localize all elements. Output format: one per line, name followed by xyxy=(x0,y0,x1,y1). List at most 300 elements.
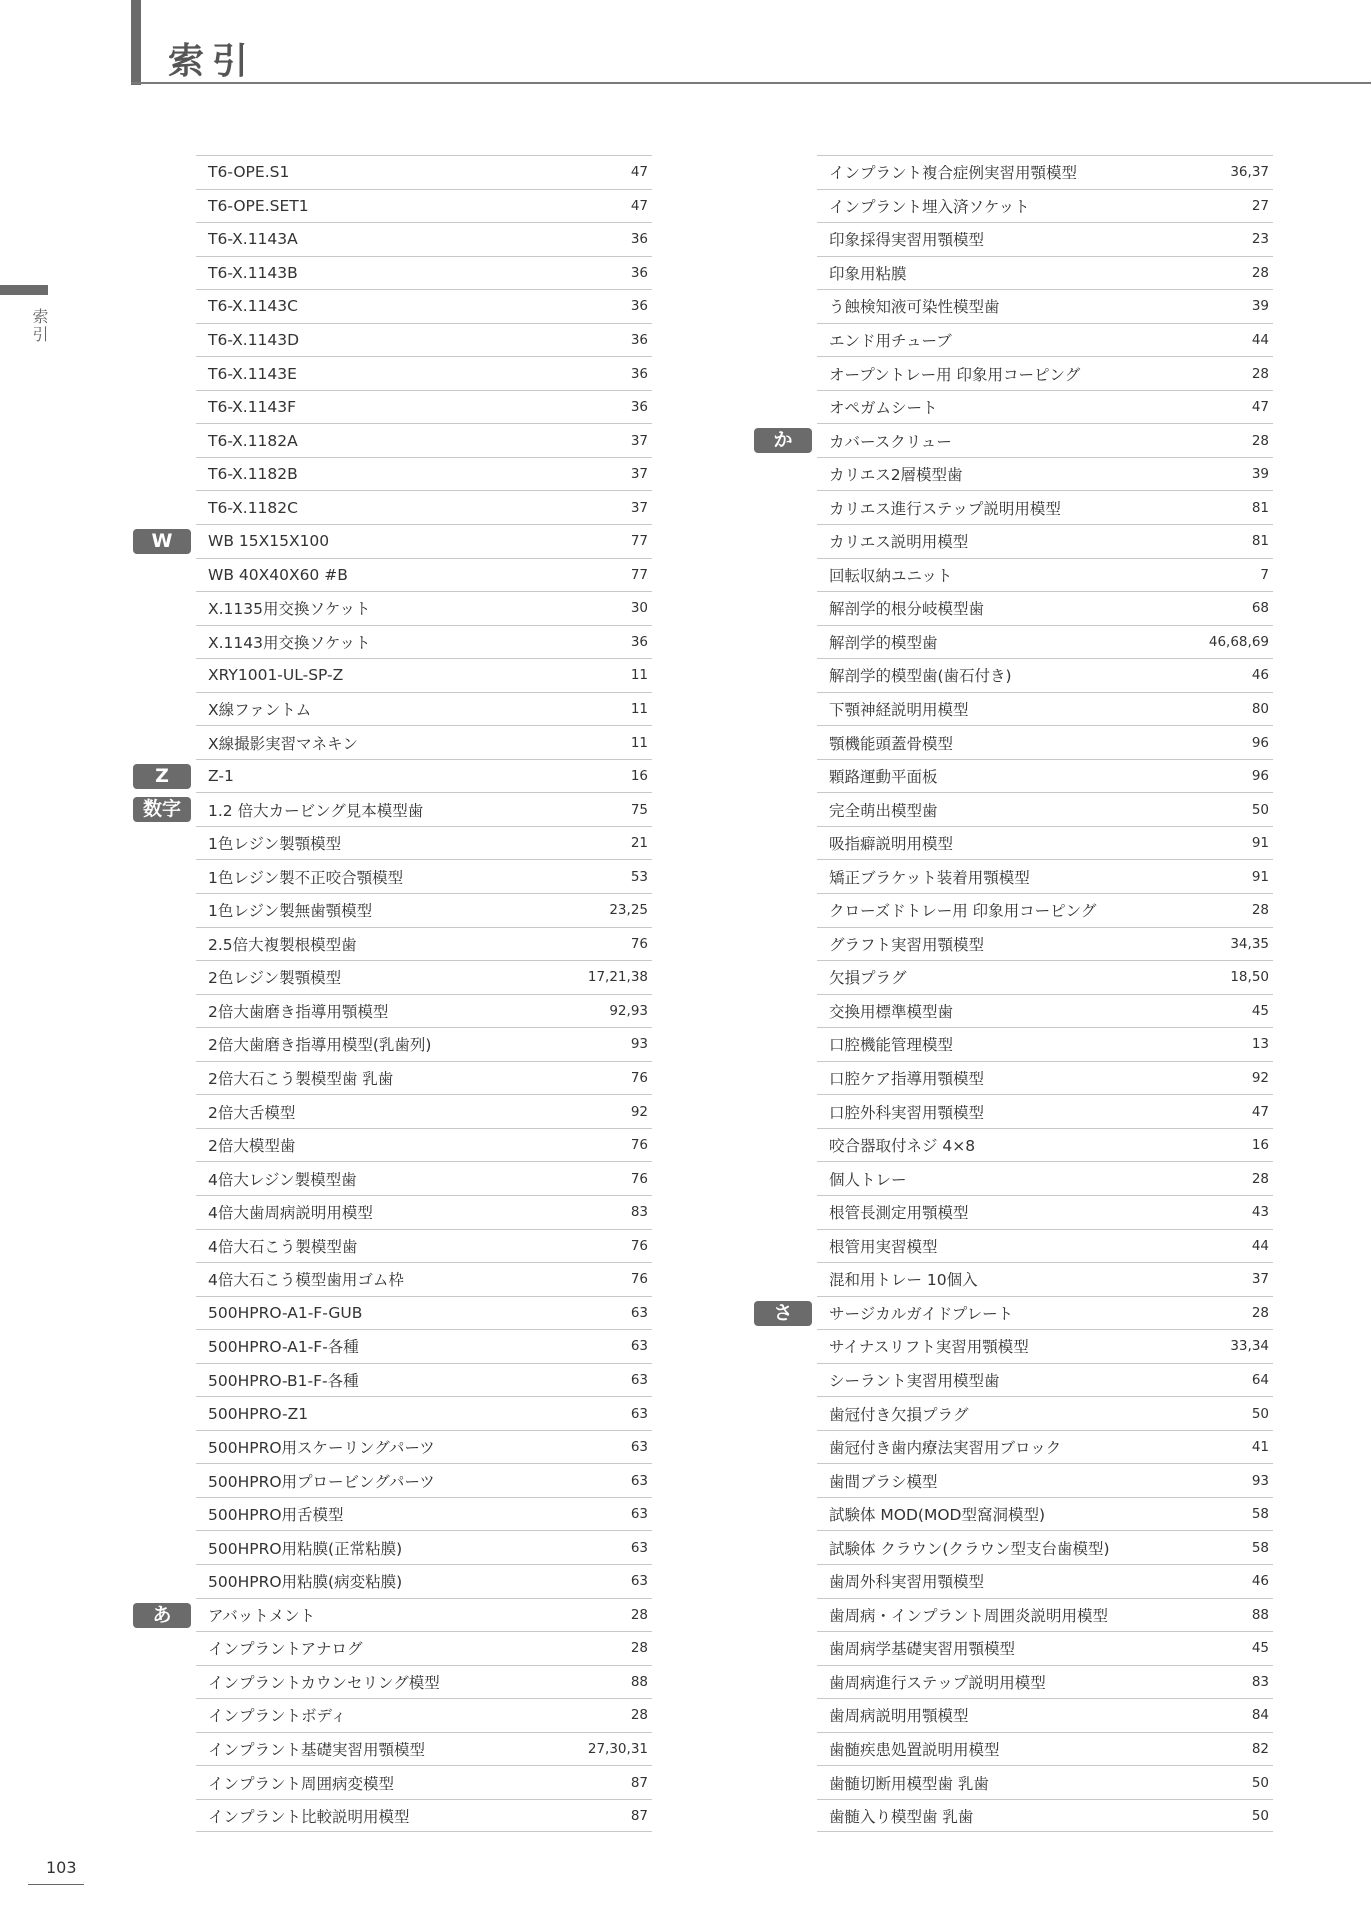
index-entry-page: 82 xyxy=(1251,1740,1269,1757)
index-entry-page: 23 xyxy=(1251,231,1269,248)
index-entry-name: インプラント比較説明用模型 xyxy=(208,1807,410,1826)
index-entry-page: 34,35 xyxy=(1230,935,1269,952)
index-entry-page: 92 xyxy=(1251,1070,1269,1087)
index-row xyxy=(817,725,1273,759)
index-entry-name: 500HPRO-A1-F-各種 xyxy=(208,1338,359,1357)
index-entry-page: 93 xyxy=(1251,1472,1269,1489)
index-entry-page: 75 xyxy=(630,801,648,818)
index-row xyxy=(196,323,652,357)
page-number: 103 xyxy=(46,1858,77,1877)
index-entry-name: Z-1 xyxy=(208,767,234,786)
index-entry-name: 口腔外科実習用顎模型 xyxy=(829,1103,985,1122)
index-entry-page: 77 xyxy=(630,566,648,583)
index-entry-name: 2色レジン製顎模型 xyxy=(208,969,342,988)
index-row xyxy=(196,289,652,323)
section-badge: W xyxy=(133,529,191,554)
index-entry-name: オープントレー用 印象用コーピング xyxy=(829,365,1081,384)
index-entry-name: X線撮影実習マネキン xyxy=(208,734,358,753)
index-entry-page: 91 xyxy=(1251,835,1269,852)
index-entry-page: 18,50 xyxy=(1230,969,1269,986)
index-entry-page: 41 xyxy=(1251,1439,1269,1456)
index-entry-page: 96 xyxy=(1251,734,1269,751)
index-row xyxy=(817,155,1273,189)
index-entry-name: 歯周外科実習用顎模型 xyxy=(829,1573,985,1592)
index-entry-name: 解剖学的模型歯(歯石付き) xyxy=(829,667,1012,686)
index-entry-name: 4倍大石こう製模型歯 xyxy=(208,1237,358,1256)
index-row xyxy=(817,1598,1273,1632)
index-entry-page: 36 xyxy=(630,399,648,416)
index-entry-name: T6-X.1182A xyxy=(208,431,298,450)
index-entry-name: 口腔機能管理模型 xyxy=(829,1036,954,1055)
index-entry-name: T6-X.1143F xyxy=(208,398,297,417)
index-entry-page: 17,21,38 xyxy=(587,969,648,986)
index-entry-page: 28 xyxy=(630,1640,648,1657)
index-entry-name: グラフト実習用顎模型 xyxy=(829,935,985,954)
index-entry-name: インプラント基礎実習用顎模型 xyxy=(208,1740,426,1759)
index-entry-page: 28 xyxy=(1251,365,1269,382)
index-entry-name: 500HPRO-B1-F-各種 xyxy=(208,1371,359,1390)
index-entry-page: 28 xyxy=(630,1707,648,1724)
index-entry-name: 1色レジン製顎模型 xyxy=(208,835,342,854)
index-entry-page: 47 xyxy=(630,164,648,181)
section-badge: あ xyxy=(133,1603,191,1628)
index-row xyxy=(196,692,652,726)
index-entry-name: 解剖学的模型歯 xyxy=(829,633,938,652)
index-row xyxy=(817,1564,1273,1598)
index-entry-page: 92,93 xyxy=(609,1002,648,1019)
index-entry-name: 試験体 クラウン(クラウン型支台歯模型) xyxy=(829,1539,1110,1558)
index-row xyxy=(817,1631,1273,1665)
index-entry-page: 80 xyxy=(1251,701,1269,718)
index-row xyxy=(196,1430,652,1464)
page-title: 索引 xyxy=(168,41,257,82)
index-entry-name: 500HPRO用粘膜(正常粘膜) xyxy=(208,1539,403,1558)
index-entry-name: T6-X.1143A xyxy=(208,230,298,249)
index-entry-page: 21 xyxy=(630,835,648,852)
index-row xyxy=(817,490,1273,524)
index-row xyxy=(817,859,1273,893)
index-entry-page: 44 xyxy=(1251,332,1269,348)
index-column-left xyxy=(142,155,652,1832)
index-row xyxy=(817,1094,1273,1128)
index-entry-page: 76 xyxy=(630,1070,648,1087)
index-entry-page: 44 xyxy=(1251,1237,1269,1254)
index-entry-name: インプラントボディ xyxy=(208,1707,347,1726)
index-entry-page: 16 xyxy=(630,768,648,785)
index-entry-page: 28 xyxy=(1251,1170,1269,1187)
index-row xyxy=(196,1262,652,1296)
index-entry-name: 4倍大歯周病説明用模型 xyxy=(208,1204,373,1223)
side-tab-label: 索引 xyxy=(30,308,49,344)
index-entry-name: T6-X.1143B xyxy=(208,263,298,282)
index-row xyxy=(196,1027,652,1061)
index-row xyxy=(196,1061,652,1095)
index-row xyxy=(196,1765,652,1799)
index-entry-name: 4倍大石こう模型歯用ゴム枠 xyxy=(208,1271,404,1290)
index-entry-page: 63 xyxy=(630,1506,648,1523)
index-row xyxy=(817,1128,1273,1162)
index-row xyxy=(817,1061,1273,1095)
index-entry-name: 根管長測定用顎模型 xyxy=(829,1204,969,1223)
index-entry-page: 36 xyxy=(630,298,648,315)
index-entry-page: 50 xyxy=(1251,801,1269,818)
index-row xyxy=(817,1329,1273,1363)
index-entry-page: 46,68,69 xyxy=(1208,633,1269,650)
index-entry-name: 1色レジン製不正咬合顎模型 xyxy=(208,868,404,887)
index-entry-page: 23,25 xyxy=(609,902,648,919)
index-entry-page: 27,30,31 xyxy=(587,1740,648,1757)
index-row xyxy=(196,155,652,189)
index-row xyxy=(196,1296,652,1330)
index-row xyxy=(151,524,652,558)
index-entry-page: 63 xyxy=(630,1573,648,1590)
index-entry-name: 混和用トレー 10個入 xyxy=(829,1271,978,1290)
index-row xyxy=(817,1732,1273,1766)
index-row xyxy=(196,927,652,961)
index-row xyxy=(817,1665,1273,1699)
index-entry-name: 1.2 倍大カービング見本模型歯 xyxy=(208,801,424,820)
index-entry-name: X.1135用交換ソケット xyxy=(208,600,371,619)
index-entry-name: 500HPRO用舌模型 xyxy=(208,1506,344,1525)
index-row xyxy=(817,1396,1273,1430)
index-row xyxy=(196,222,652,256)
index-entry-name: 顎機能頭蓋骨模型 xyxy=(829,734,954,753)
index-entry-page: 45 xyxy=(1251,1640,1269,1657)
section-badge: Z xyxy=(133,764,191,789)
index-entry-page: 7 xyxy=(1260,566,1269,583)
index-entry-page: 13 xyxy=(1251,1036,1269,1053)
index-row xyxy=(196,390,652,424)
index-entry-name: X.1143用交換ソケット xyxy=(208,633,371,652)
index-entry-name: シーラント実習用模型歯 xyxy=(829,1371,1000,1390)
index-row xyxy=(817,1262,1273,1296)
index-row xyxy=(817,826,1273,860)
index-row xyxy=(142,792,652,826)
index-entry-page: 46 xyxy=(1251,1573,1269,1590)
index-row xyxy=(817,356,1273,390)
index-entry-page: 27 xyxy=(1251,197,1269,214)
index-entry-name: T6-X.1143C xyxy=(208,297,298,316)
index-row xyxy=(817,1799,1273,1833)
index-entry-name: WB 15X15X100 xyxy=(208,532,330,551)
index-entry-page: 47 xyxy=(630,197,648,214)
index-row xyxy=(817,1497,1273,1531)
index-row xyxy=(817,1463,1273,1497)
index-entry-name: エンド用チューブ xyxy=(829,332,952,350)
index-entry-page: 37 xyxy=(630,466,648,483)
index-entry-name: 歯髄切断用模型歯 乳歯 xyxy=(829,1774,989,1793)
index-entry-name: 下顎神経説明用模型 xyxy=(829,701,969,720)
index-row xyxy=(773,423,1273,457)
page-number-rule xyxy=(28,1884,84,1885)
index-entry-name: 2倍大模型歯 xyxy=(208,1137,296,1156)
index-row xyxy=(817,390,1273,424)
index-entry-name: XRY1001-UL-SP-Z xyxy=(208,666,344,685)
index-row xyxy=(817,256,1273,290)
index-entry-name: 500HPRO用プロービングパーツ xyxy=(208,1472,435,1491)
index-entry-page: 88 xyxy=(630,1673,648,1690)
index-entry-name: 歯周病・インプラント周囲炎説明用模型 xyxy=(829,1606,1109,1625)
index-entry-name: X線ファントム xyxy=(208,701,312,720)
index-row xyxy=(817,759,1273,793)
index-entry-name: 2倍大舌模型 xyxy=(208,1103,296,1122)
index-row xyxy=(817,1698,1273,1732)
index-entry-page: 33,34 xyxy=(1230,1338,1269,1355)
index-entry-page: 28 xyxy=(630,1606,648,1623)
index-row xyxy=(196,1799,652,1833)
index-entry-page: 30 xyxy=(630,600,648,617)
index-entry-page: 76 xyxy=(630,1237,648,1254)
index-entry-page: 92 xyxy=(630,1103,648,1120)
index-entry-name: 500HPRO用粘膜(病変粘膜) xyxy=(208,1573,403,1592)
index-entry-page: 39 xyxy=(1251,466,1269,483)
index-row xyxy=(196,994,652,1028)
index-row xyxy=(196,1732,652,1766)
index-entry-name: オペガムシート xyxy=(829,399,938,418)
index-entry-name: インプラント複合症例実習用顎模型 xyxy=(829,164,1078,183)
index-row xyxy=(817,792,1273,826)
index-row xyxy=(817,323,1273,357)
index-entry-page: 84 xyxy=(1251,1707,1269,1724)
index-entry-page: 63 xyxy=(630,1539,648,1556)
index-entry-page: 28 xyxy=(1251,902,1269,919)
index-row xyxy=(196,625,652,659)
index-row xyxy=(817,625,1273,659)
index-row xyxy=(196,558,652,592)
index-row xyxy=(817,222,1273,256)
index-entry-page: 96 xyxy=(1251,768,1269,785)
index-entry-name: 印象採得実習用顎模型 xyxy=(829,231,985,250)
index-row xyxy=(196,1094,652,1128)
section-badge: さ xyxy=(754,1301,812,1326)
index-entry-page: 37 xyxy=(630,432,648,449)
index-entry-page: 50 xyxy=(1251,1405,1269,1422)
index-entry-name: 歯髄入り模型歯 乳歯 xyxy=(829,1807,974,1826)
index-row xyxy=(817,692,1273,726)
index-row xyxy=(196,1229,652,1263)
section-badge: か xyxy=(754,428,812,453)
index-entry-page: 36,37 xyxy=(1230,164,1269,181)
index-entry-name: カリエス進行ステップ説明用模型 xyxy=(829,499,1061,518)
index-entry-name: 2倍大歯磨き指導用模型(乳歯列) xyxy=(208,1036,432,1055)
index-entry-name: 歯周病進行ステップ説明用模型 xyxy=(829,1673,1046,1692)
index-entry-name: 欠損プラグ xyxy=(829,969,907,988)
index-row xyxy=(817,591,1273,625)
index-entry-page: 45 xyxy=(1251,1002,1269,1019)
index-entry-name: カバースクリュー xyxy=(829,432,952,451)
index-entry-page: 28 xyxy=(1251,264,1269,281)
index-row xyxy=(817,1530,1273,1564)
index-row xyxy=(817,1430,1273,1464)
index-entry-name: アバットメント xyxy=(208,1606,316,1625)
index-entry-name: 歯周病説明用顎模型 xyxy=(829,1707,969,1726)
index-entry-page: 36 xyxy=(630,365,648,382)
index-entry-page: 28 xyxy=(1251,1304,1269,1321)
index-entry-page: 88 xyxy=(1251,1606,1269,1623)
index-row xyxy=(196,1631,652,1665)
title-underline xyxy=(131,82,1371,84)
index-entry-name: 顆路運動平面板 xyxy=(829,768,938,787)
index-entry-page: 81 xyxy=(1251,499,1269,516)
index-row xyxy=(196,960,652,994)
index-entry-name: クローズドトレー用 印象用コーピング xyxy=(829,902,1097,921)
index-entry-page: 16 xyxy=(1251,1137,1269,1154)
index-entry-page: 47 xyxy=(1251,1103,1269,1120)
index-entry-name: インプラント周囲病変模型 xyxy=(208,1774,395,1793)
index-row xyxy=(196,1463,652,1497)
index-entry-name: 矯正ブラケット装着用顎模型 xyxy=(829,868,1030,887)
index-row xyxy=(196,457,652,491)
index-entry-name: 500HPRO-Z1 xyxy=(208,1404,309,1423)
index-row xyxy=(817,960,1273,994)
index-entry-name: 完全萌出模型歯 xyxy=(829,801,938,820)
index-entry-name: T6-X.1143D xyxy=(208,331,300,349)
index-row xyxy=(817,1195,1273,1229)
index-entry-page: 63 xyxy=(630,1304,648,1321)
index-entry-page: 77 xyxy=(630,533,648,550)
index-entry-name: 交換用標準模型歯 xyxy=(829,1002,954,1021)
index-row xyxy=(817,994,1273,1028)
index-entry-page: 37 xyxy=(1251,1271,1269,1288)
index-row xyxy=(196,256,652,290)
index-row xyxy=(196,356,652,390)
index-entry-page: 76 xyxy=(630,1137,648,1154)
index-entry-name: 口腔ケア指導用顎模型 xyxy=(829,1070,985,1089)
index-entry-page: 63 xyxy=(630,1371,648,1388)
index-entry-page: 63 xyxy=(630,1472,648,1489)
index-entry-page: 87 xyxy=(630,1807,648,1824)
index-entry-name: サイナスリフト実習用顎模型 xyxy=(829,1338,1029,1357)
index-entry-page: 58 xyxy=(1251,1506,1269,1523)
index-entry-name: 2.5倍大複製根模型歯 xyxy=(208,935,357,954)
index-row xyxy=(155,759,652,793)
index-entry-name: 2倍大歯磨き指導用顎模型 xyxy=(208,1002,389,1021)
index-row xyxy=(196,1530,652,1564)
index-row xyxy=(817,893,1273,927)
index-entry-name: 根管用実習模型 xyxy=(829,1237,938,1256)
index-entry-name: 個人トレー xyxy=(829,1170,907,1189)
index-entry-name: 500HPRO-A1-F-GUB xyxy=(208,1303,363,1322)
index-row xyxy=(196,1363,652,1397)
index-row xyxy=(196,1195,652,1229)
index-column-right xyxy=(773,155,1273,1832)
index-row xyxy=(196,189,652,223)
index-entry-name: う蝕検知液可染性模型歯 xyxy=(829,298,1000,317)
index-row xyxy=(196,591,652,625)
side-tab-bar xyxy=(0,285,48,295)
index-entry-name: 歯冠付き欠損プラグ xyxy=(829,1405,969,1424)
index-entry-page: 87 xyxy=(630,1774,648,1791)
index-entry-page: 53 xyxy=(630,868,648,885)
index-row xyxy=(817,658,1273,692)
index-entry-page: 64 xyxy=(1251,1371,1269,1388)
index-entry-page: 47 xyxy=(1251,399,1269,416)
index-entry-name: T6-X.1143E xyxy=(208,364,297,383)
index-row xyxy=(196,1128,652,1162)
index-entry-name: カリエス説明用模型 xyxy=(829,533,969,552)
index-entry-page: 63 xyxy=(630,1439,648,1456)
index-entry-name: T6-OPE.S1 xyxy=(208,163,290,182)
index-entry-page: 50 xyxy=(1251,1774,1269,1791)
index-row xyxy=(196,490,652,524)
index-entry-page: 76 xyxy=(630,935,648,952)
index-row xyxy=(196,423,652,457)
index-entry-name: 2倍大石こう製模型歯 乳歯 xyxy=(208,1070,394,1089)
index-row xyxy=(817,927,1273,961)
index-row xyxy=(817,289,1273,323)
index-entry-name: 咬合器取付ネジ 4×8 xyxy=(829,1137,976,1156)
index-entry-page: 58 xyxy=(1251,1539,1269,1556)
index-row xyxy=(817,1363,1273,1397)
index-entry-name: 歯周病学基礎実習用顎模型 xyxy=(829,1640,1016,1659)
index-entry-name: 回転収納ユニット xyxy=(829,566,953,585)
index-entry-page: 36 xyxy=(630,633,648,650)
index-entry-page: 91 xyxy=(1251,868,1269,885)
index-row xyxy=(817,1161,1273,1195)
index-row xyxy=(196,1665,652,1699)
index-row xyxy=(817,524,1273,558)
index-row xyxy=(196,1698,652,1732)
index-entry-page: 93 xyxy=(630,1036,648,1053)
index-entry-name: 試験体 MOD(MOD型窩洞模型) xyxy=(829,1506,1046,1525)
index-entry-page: 36 xyxy=(630,231,648,248)
index-entry-page: 39 xyxy=(1251,298,1269,315)
index-entry-page: 11 xyxy=(630,701,648,718)
index-entry-page: 36 xyxy=(630,264,648,281)
index-entry-page: 81 xyxy=(1251,533,1269,550)
index-row xyxy=(196,725,652,759)
index-entry-name: 吸指癖説明用模型 xyxy=(829,835,954,854)
index-entry-page: 76 xyxy=(630,1170,648,1187)
index-entry-name: T6-X.1182C xyxy=(208,498,298,517)
index-entry-name: 解剖学的根分岐模型歯 xyxy=(829,600,985,619)
index-entry-page: 11 xyxy=(630,667,648,684)
index-entry-name: 歯髄疾患処置説明用模型 xyxy=(829,1740,1000,1759)
index-entry-name: 歯冠付き歯内療法実習用ブロック xyxy=(829,1439,1062,1458)
index-entry-name: T6-OPE.SET1 xyxy=(208,196,309,215)
index-entry-page: 11 xyxy=(630,734,648,751)
index-row xyxy=(196,1564,652,1598)
index-entry-page: 46 xyxy=(1251,667,1269,684)
index-entry-page: 36 xyxy=(630,332,648,348)
index-entry-page: 63 xyxy=(630,1338,648,1355)
index-entry-page: 50 xyxy=(1251,1807,1269,1824)
index-entry-name: インプラントアナログ xyxy=(208,1640,363,1659)
title-accent-bar xyxy=(131,0,141,85)
index-entry-page: 37 xyxy=(630,499,648,516)
index-row xyxy=(773,1296,1273,1330)
index-row xyxy=(817,1765,1273,1799)
index-row xyxy=(817,1229,1273,1263)
index-row xyxy=(152,1598,652,1632)
index-row xyxy=(817,1027,1273,1061)
index-entry-page: 76 xyxy=(630,1271,648,1288)
index-row xyxy=(196,826,652,860)
index-entry-page: 83 xyxy=(630,1204,648,1221)
index-row xyxy=(817,558,1273,592)
index-entry-name: 印象用粘膜 xyxy=(829,264,907,283)
index-entry-name: 4倍大レジン製模型歯 xyxy=(208,1170,357,1189)
index-entry-name: サージカルガイドプレート xyxy=(829,1304,1014,1323)
index-row xyxy=(196,1497,652,1531)
index-entry-name: 500HPRO用スケーリングパーツ xyxy=(208,1439,435,1458)
index-entry-name: WB 40X40X60 #B xyxy=(208,565,348,584)
index-row xyxy=(196,859,652,893)
index-row xyxy=(196,1396,652,1430)
index-row xyxy=(196,1161,652,1195)
index-entry-name: 1色レジン製無歯顎模型 xyxy=(208,902,373,921)
index-entry-page: 63 xyxy=(630,1405,648,1422)
